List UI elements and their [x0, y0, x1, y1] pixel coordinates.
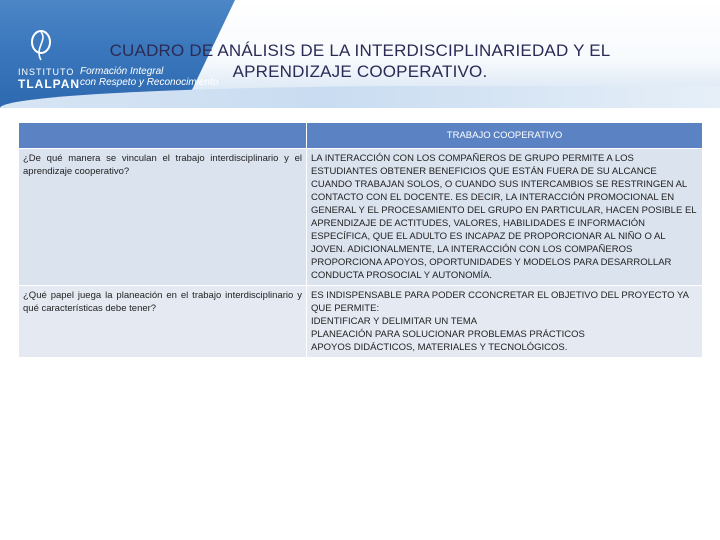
answer-line: ES INDISPENSABLE PARA PODER CCONCRETAR EL OBJETIVO DEL PROYECTO YA QUE PERMITE: — [311, 290, 689, 314]
answer-cell — [307, 286, 703, 358]
tagline-line2: con Respeto y Reconocimiento — [80, 77, 219, 88]
page-title: CUADRO DE ANÁLISIS DE LA INTERDISCIPLINARIEDAD Y EL APRENDIZAJE COOPERATIVO. — [109, 41, 611, 81]
answer-line: APOYOS DIDÁCTICOS, MATERIALES Y TECNOLÓGICOS. — [311, 342, 568, 353]
institute-emblem-icon — [28, 30, 54, 62]
table-row — [19, 149, 703, 286]
analysis-table — [18, 122, 703, 358]
answer-line: IDENTIFICAR Y DELIMITAR UN TEMA — [311, 316, 478, 327]
question-cell: ¿Qué papel juega la planeación en el trabajo interdisciplinario y qué características debe tener? — [19, 286, 307, 358]
answer-line: PLANEACIÓN PARA SOLUCIONAR PROBLEMAS PRÁCTICOS — [311, 329, 585, 340]
tagline-line1: Formación Integral — [80, 66, 164, 77]
answer-cell: LA INTERACCIÓN CON LOS COMPAÑEROS DE GRUPO PERMITE A LOS ESTUDIANTES OBTENER BENEFICIOS QUE ESTÁN FUERA DE SU ALCANCE CUANDO TRABAJAN SOLOS, O CUANDO SUS INTERCAMBIOS SE RESTRINGEN AL CONTACTO CON EL DOCENTE. ES DECIR, LA INTERACCIÓN PROMOCIONAL EN GENERAL Y EL PROCESAMIENTO DEL GRUPO EN PARTICULAR, HACEN POSIBLE EL APRENDIZAJE DE ACTITUDES, VALORES, HABILIDADES E INFORMACIÓN ESPECÍFICA, QUE EL ADULTO ES INCAPAZ DE PROPORCIONAR AL NIÑO O AL JOVEN. ADICIONALMENTE, LA INTERACCIÓN CON LOS COMPAÑEROS PROPORCIONA APOYOS, OPORTUNIDADES Y MODELOS PARA DESARROLLAR CONDUCTA PROSOCIAL Y AUTONOMÍA. — [307, 149, 703, 286]
table-header-cooperative-work: TRABAJO COOPERATIVO — [307, 123, 703, 149]
institution-name-line1: INSTITUTO — [18, 67, 75, 77]
table-header-row — [19, 123, 703, 149]
table-header-empty-cell — [19, 123, 307, 149]
header-banner — [0, 0, 720, 108]
institution-name-line2: TLALPAN — [18, 77, 81, 91]
table-row — [19, 286, 703, 358]
question-cell: ¿De qué manera se vinculan el trabajo interdisciplinario y el aprendizaje cooperativo? — [19, 149, 307, 286]
